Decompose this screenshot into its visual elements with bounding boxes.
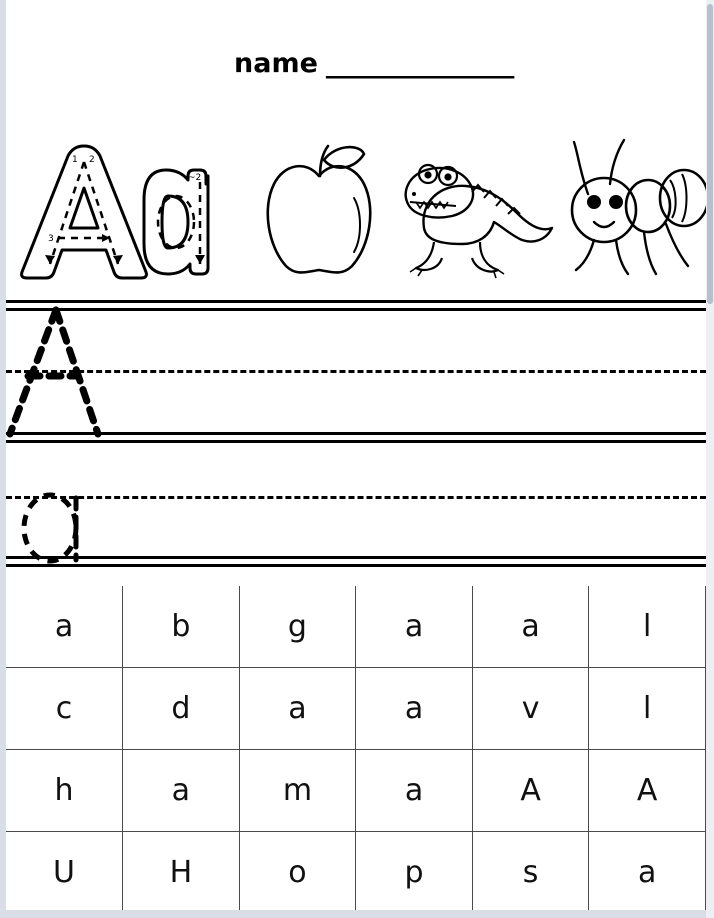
- grid-cell[interactable]: v: [472, 668, 589, 750]
- table-row[interactable]: [6, 586, 706, 668]
- grid-cell[interactable]: b: [123, 586, 240, 668]
- letter-trace-Aa-graphic: [10, 140, 235, 285]
- lowercase-trace-band[interactable]: [6, 452, 706, 582]
- grid-cell[interactable]: o: [239, 832, 356, 911]
- grid-cell[interactable]: l: [589, 586, 706, 668]
- grid-cell[interactable]: h: [6, 750, 123, 832]
- grid-cell[interactable]: a: [589, 832, 706, 911]
- name-label: name: [234, 48, 318, 79]
- grid-cell[interactable]: A: [472, 750, 589, 832]
- grid-cell[interactable]: d: [123, 668, 240, 750]
- table-row[interactable]: [6, 668, 706, 750]
- grid-cell[interactable]: a: [239, 668, 356, 750]
- baseline-solid-rule-lower: [6, 556, 706, 559]
- midline-dashed-rule-lower: [6, 496, 706, 499]
- grid-cell[interactable]: a: [356, 586, 473, 668]
- grid-cell[interactable]: g: [239, 586, 356, 668]
- svg-text:~2: ~2: [188, 173, 202, 183]
- letter-search-grid[interactable]: [6, 586, 706, 910]
- grid-cell[interactable]: a: [6, 586, 123, 668]
- ant-graphic: [566, 136, 706, 286]
- scrollbar-track[interactable]: [706, 0, 714, 918]
- scrollbar-thumb[interactable]: [707, 4, 713, 304]
- grid-cell[interactable]: H: [123, 832, 240, 911]
- baseline-solid-rule-lower-2: [6, 564, 706, 567]
- svg-text:1: 1: [72, 155, 78, 165]
- name-field-row: [6, 48, 706, 96]
- table-row[interactable]: [6, 750, 706, 832]
- svg-text:3: 3: [48, 234, 54, 244]
- grid-cell[interactable]: a: [123, 750, 240, 832]
- name-blank-line[interactable]: _______________: [325, 48, 514, 79]
- grid-cell[interactable]: l: [589, 668, 706, 750]
- grid-cell[interactable]: a: [356, 750, 473, 832]
- uppercase-A-dashed-letter: [6, 304, 116, 440]
- alligator-graphic: [394, 144, 558, 289]
- grid-cell[interactable]: s: [472, 832, 589, 911]
- grid-cell[interactable]: a: [356, 668, 473, 750]
- lowercase-a-dashed-letter: [16, 488, 102, 568]
- grid-cell[interactable]: c: [6, 668, 123, 750]
- grid-cell[interactable]: A: [589, 750, 706, 832]
- table-row[interactable]: [6, 832, 706, 911]
- uppercase-trace-band[interactable]: [6, 300, 706, 446]
- worksheet-page: [6, 0, 706, 910]
- top-solid-rule: [6, 300, 706, 303]
- picture-band: [6, 132, 706, 292]
- svg-text:2: 2: [89, 155, 95, 165]
- grid-cell[interactable]: p: [356, 832, 473, 911]
- baseline-solid-rule-2: [6, 440, 706, 443]
- grid-cell[interactable]: U: [6, 832, 123, 911]
- apple-graphic: [254, 142, 384, 287]
- grid-cell[interactable]: m: [239, 750, 356, 832]
- grid-cell[interactable]: a: [472, 586, 589, 668]
